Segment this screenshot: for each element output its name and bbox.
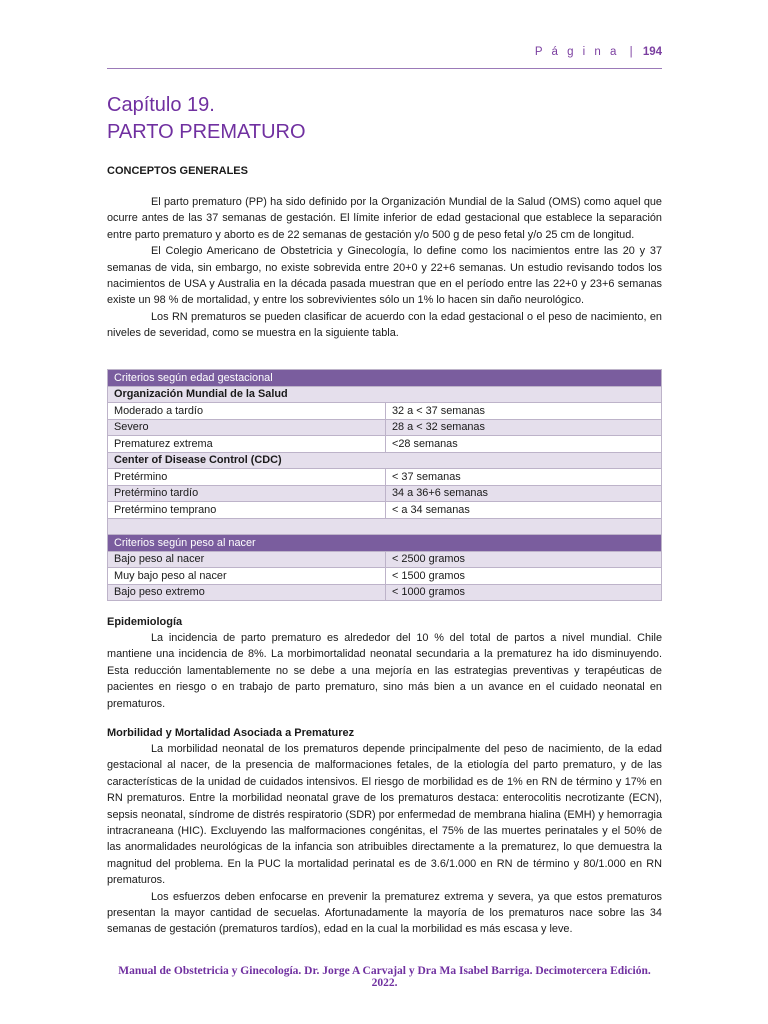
row-value: 34 a 36+6 semanas — [386, 485, 662, 502]
row-value: < a 34 semanas — [386, 502, 662, 519]
table-header-cell: Criterios según edad gestacional — [108, 370, 662, 387]
chapter-title: PARTO PREMATURO — [107, 121, 306, 143]
table-row — [108, 403, 662, 420]
table-subheader-cell: Center of Disease Control (CDC) — [108, 452, 662, 469]
page-separator: | — [629, 46, 633, 58]
row-value: < 1500 gramos — [386, 568, 662, 585]
row-label: Pretérmino — [108, 469, 386, 486]
table-row — [108, 584, 662, 601]
table-header-cell: Criterios según peso al nacer — [108, 535, 662, 552]
table-subheader — [108, 386, 662, 403]
section-heading-morbilidad: Morbilidad y Mortalidad Asociada a Prematurez — [107, 727, 355, 739]
table-subheader-cell: Organización Mundial de la Salud — [108, 386, 662, 403]
paragraph: Los RN prematuros se pueden clasificar de acuerdo con la edad gestacional o el peso de nacimiento, en niveles de severidad, como se muestra en la siguiente tabla. — [107, 310, 662, 340]
table-group-header — [108, 535, 662, 552]
section-heading-conceptos: CONCEPTOS GENERALES — [107, 165, 248, 177]
table-row — [108, 568, 662, 585]
page-footer: Manual de Obstetricia y Ginecología. Dr. Jorge A Carvajal y Dra Ma Isabel Barriga. Decimotercera Edición. 2022. — [118, 965, 651, 989]
row-value: < 1000 gramos — [386, 584, 662, 601]
row-label: Pretérmino tardío — [108, 485, 386, 502]
conceptos-body — [107, 194, 662, 342]
table-row — [108, 551, 662, 568]
chapter-heading — [107, 92, 306, 146]
row-label: Severo — [108, 419, 386, 436]
page-header — [535, 46, 662, 58]
table-row — [108, 485, 662, 502]
row-value: < 2500 gramos — [386, 551, 662, 568]
table-spacer-row — [108, 518, 662, 535]
row-label: Prematurez extrema — [108, 436, 386, 453]
classification-table — [107, 369, 662, 601]
table-spacer-cell — [108, 518, 662, 535]
table-row — [108, 469, 662, 486]
chapter-number: Capítulo 19. — [107, 94, 215, 116]
table-row — [108, 502, 662, 519]
table-group-header — [108, 370, 662, 387]
paragraph: La incidencia de parto prematuro es alrededor del 10 % del total de partos a nivel mundial. Chile mantiene una incidencia de 8%. La morbimortalidad neonatal secundaria a la prematurez ha ido disminuyendo. Esta reducción lamentablemente no se debe a una mejoría en las estrategias preventivas y terapéuticas de pacientes en riesgo o en trabajo de parto prematuro, sino más bien a un avance en el cuidado neonatal en prematuros. — [107, 632, 662, 710]
table-row — [108, 436, 662, 453]
section-heading-epidemiologia: Epidemiología — [107, 616, 183, 628]
table-row — [108, 419, 662, 436]
header-divider — [107, 68, 662, 69]
table-subheader — [108, 452, 662, 469]
row-label: Bajo peso extremo — [108, 584, 386, 601]
row-label: Muy bajo peso al nacer — [108, 568, 386, 585]
page-label: P á g i n a — [534, 46, 620, 58]
row-label: Pretérmino temprano — [108, 502, 386, 519]
row-value: < 37 semanas — [386, 469, 662, 486]
epidemiologia-body — [107, 630, 662, 712]
paragraph: Los esfuerzos deben enfocarse en prevenir la prematurez extrema y severa, ya que estos prematuros presentan la mayor cantidad de secuelas. Afortunadamente la mayoría de los prematuros nace sobre las 34 semanas de gestación (prematuros tardíos), edad en la cual la morbilidad es más escasa y leve. — [107, 890, 662, 936]
row-value: 32 a < 37 semanas — [386, 403, 662, 420]
paragraph: El parto prematuro (PP) ha sido definido por la Organización Mundial de la Salud (OMS) como aquel que ocurre antes de las 37 semanas de gestación. El límite inferior de edad gestacional que establece la separación entre parto prematuro y aborto es de 22 semanas de gestación y/o 500 g de peso fetal y/o 25 cm de longitud. — [107, 196, 662, 241]
row-value: 28 a < 32 semanas — [386, 419, 662, 436]
row-label: Moderado a tardío — [108, 403, 386, 420]
paragraph: La morbilidad neonatal de los prematuros depende principalmente del peso de nacimiento, de la edad gestacional al nacer, de la presencia de malformaciones fetales, de la etiología del parto prematuro, y de las características de la unidad de cuidados intensivos. El riesgo de morbilidad es de 1% en RN de término y 17% en RN prematuros. Entre la morbilidad neonatal grave de los prematuros destaca: enterocolitis necrotizante (ECN), sepsis neonatal, síndrome de distrés respiratorio (SDR) por enfermedad de membrana hialina (EMH) y hemorragia intracraneana (HIC). Excluyendo las malformaciones congénitas, el 75% de las muertes perinatales y el 50% de las anormalidades neurológicas de la infancia son atribuibles directamente a la prematurez, lo que demuestra la magnitud del problema. En la PUC la mortalidad perinatal es de 3.6/1.000 en RN de término y 80/1.000 en RN prematuros. — [107, 743, 662, 887]
row-value: <28 semanas — [386, 436, 662, 453]
row-label: Bajo peso al nacer — [108, 551, 386, 568]
page-number: 194 — [642, 46, 662, 58]
morbilidad-body — [107, 741, 662, 938]
paragraph: El Colegio Americano de Obstetricia y Ginecología, lo define como los nacimientos entre las 20 y 37 semanas de vida, sin embargo, no existe sobrevida entre 20+0 y 22+6 semanas. Un estudio revisando todos los nacimientos de USA y Australia en la década pasada muestran que en el período entre las 22+0 y 23+6 semanas existe un 98 % de mortalidad, y entre los sobrevivientes sólo un 1% lo hacen sin daño neurológico. — [107, 245, 662, 307]
